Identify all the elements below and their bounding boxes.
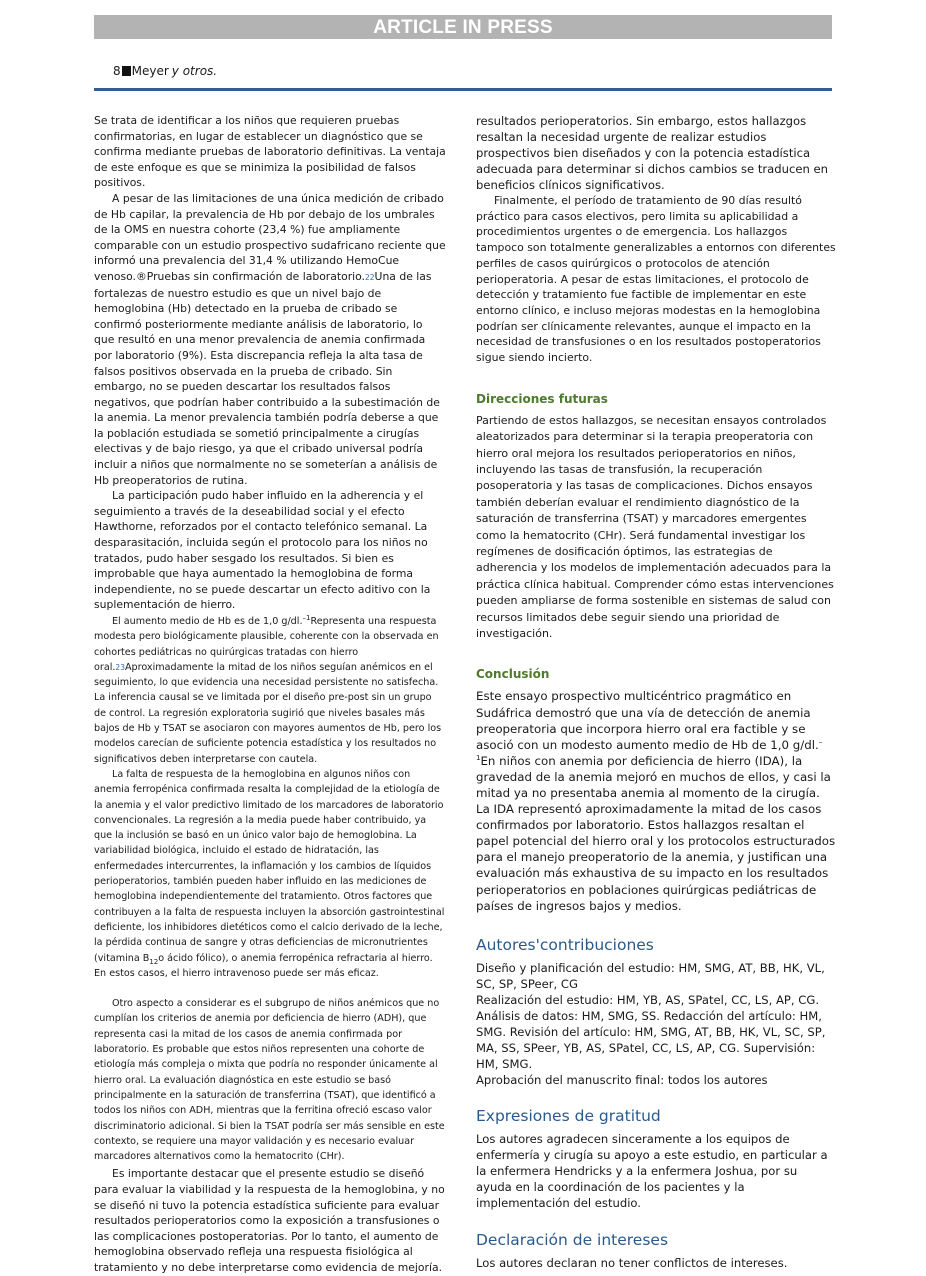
superscript: –1 (302, 613, 311, 622)
superscript: –1 (476, 737, 823, 762)
heading-acknowledgements: Expresiones de gratitud (476, 1106, 661, 1125)
text-segment: o ácido fólico), o anemia ferropénica refractaria al hierro. En estos casos, el hierro intravenoso puede ser más eficaz. (94, 952, 433, 979)
running-head-author: Meyer (131, 64, 169, 78)
black-square-icon (122, 66, 131, 76)
text-segment: A pesar de las limitaciones de una única medición de cribado de Hb capilar, la prevalencia de Hb por debajo de los umbrales de la OMS en nuestra cohorte (23,4 %) fue ampliamente comparable con un estudio prospectivo sudafricano reciente que informó una prevalencia del 31,4 % utilizando HemoCue venoso.®Pruebas sin confirmación de laboratorio. (94, 191, 446, 283)
page-number: 8 (113, 64, 121, 78)
paragraph-perioperative: resultados perioperatorios. Sin embargo, estos hallazgos resaltan la necesidad urgente de realizar estudios prospectivos bien diseñados y con la potencia estadística adecuada para determinar si dichos cambios se traducen en beneficios clínicos significativos. (476, 114, 828, 192)
heading-future-directions: Direcciones futuras (476, 391, 608, 406)
paragraph-screening-approach: Se trata de identificar a los niños que requieren pruebas confirmatorias, en lugar de establecer un diagnóstico que se confirma mediante pruebas de laboratorio definitivas. La ventaja de este enfoque es que se minimiza la posibilidad de falsos positivos. (94, 114, 446, 190)
contributions-design: Diseño y planificación del estudio: HM, SMG, AT, BB, HK, VL, SC, SP, SPeer, CG (476, 960, 825, 991)
heading-declaration-of-interests: Declaración de intereses (476, 1230, 669, 1249)
text-segment: El aumento medio de Hb es de 1,0 g/dl. (112, 616, 303, 627)
paragraph-non-ida-subgroup: Otro aspecto a considerar es el subgrupo de niños anémicos que no cumplían los criterios de anemia por deficiencia de hierro (ADH), que representa casi la mitad de los casos de anemia confirmada por laboratorio. Es probable que estos niños representen una cohorte de etiología más compleja o mixta que podría no responder únicamente al hierro oral. La evaluación diagnóstica en este estudio se basó principalmente en la saturación de transferrina (TSAT), que identificó a todos los niños con ADH, mientras que la ferritina ofreció escaso valor discriminatorio adicional. Si bien la TSAT podría ser más sensible en este contexto, se requiere una mayor validación y es necesario evaluar marcadores alternativos como la hematocrito (CHr). (94, 998, 445, 1163)
heading-conclusion: Conclusión (476, 667, 550, 682)
paragraph-prevalence (94, 191, 446, 488)
contributions-approval: Aprobación del manuscrito final: todos los autores (476, 1072, 768, 1087)
paragraph-study-design: Es importante destacar que el presente estudio se diseñó para evaluar la viabilidad y la respuesta de la hemoglobina, y no se diseñó ni tuvo la potencia estadística suficiente para evaluar resultados perioperatorios como la exposición a transfusiones o las complicaciones postoperatorias. Por lo tanto, el aumento de hemoglobina observado refleja una respuesta fisiológica al tratamiento y no debe interpretarse como evidencia de mejoría. (94, 1167, 445, 1274)
contributions-conduct: Realización del estudio: HM, YB, AS, SPatel, CC, LS, AP, CG. Análisis de datos: HM, SMG, SS. Redacción del artículo: HM, SMG. Revisión del artículo: HM, SMG, AT, BB, HK, VL, SC, SP, MA, SS, SPeer, YB, AS, SPatel, CC, LS, AP, CG. Supervisión: HM, SMG. (476, 992, 826, 1071)
text-segment: En niños con anemia por deficiencia de hierro (IDA), la gravedad de la anemia mejoró en muchos de ellos, y casi la mitad ya no presentaba anemia al momento de la cirugía. La IDA representó aproximadamente la mitad de los casos confirmados por laboratorio. Estos hallazgos resaltan el papel potencial del hierro oral y los protocolos estructurados para el manejo preoperatorio de la anemia, y justifican una evaluación más exhaustiva de su impacto en los resultados perioperatorios en poblaciones quirúrgicas pediátricas de países de ingresos bajos y medios. (476, 753, 836, 913)
text-segment: Este ensayo prospectivo multicéntrico pragmático en Sudáfrica demostró que una vía de detección de anemia preoperatoria que incorpora hierro oral era factible y se asoció con un modesto aumento medio de Hb de 1,0 g/dl. (476, 689, 819, 752)
paragraph-future-directions: Partiendo de estos hallazgos, se necesitan ensayos controlados aleatorizados para determinar si la terapia preoperatoria con hierro oral mejora los resultados perioperatorios en niños, incluyendo las tasas de transfusión, la recuperación posoperatoria y las tasas de complicaciones. Dichos ensayos también deberían evaluar el rendimiento diagnóstico de la saturación de transferrina (TSAT) y marcadores emergentes como la hematocrito (CHr). Será fundamental investigar los regímenes de dosificación óptimos, las estrategias de adherencia y los modelos de implementación adecuados para la práctica clínica habitual. Comprender cómo estas intervenciones pueden ampliarse de forma sostenible en sistemas de salud con recursos limitados debe seguir siendo una prioridad de investigación. (476, 413, 834, 641)
paragraph-treatment-period: Finalmente, el período de tratamiento de 90 días resultó práctico para casos electivos, pero limita su aplicabilidad a procedimientos urgentes o de emergencia. Los hallazgos tampoco son totalmente generalizables a entornos con diferentes perfiles de casos quirúrgicos o protocolos de atención perioperatoria. A pesar de estas limitaciones, el protocolo de detección y tratamiento fue factible de implementar en este entorno clínico, e incluso mejoras modestas en la hemoglobina podrían ser clínicamente relevantes, aunque el impacto en la necesidad de transfusiones o en los resultados postoperatorios sigue siendo incierto. (476, 194, 836, 365)
running-head (113, 64, 217, 78)
article-in-press-banner: ARTICLE IN PRESS (94, 15, 832, 39)
reference-link[interactable]: 23 (115, 662, 125, 672)
paragraph-participation: La participación pudo haber influido en la adherencia y el seguimiento a través de la deseabilidad social y el efecto Hawthorne, reforzados por el contacto telefónico semanal. La desparasitación, incluida según el protocolo para los niños no tratados, pudo haber sesgado los resultados. Si bien es improbable que haya aumentado la hemoglobina de forma independiente, no se puede descartar un efecto aditivo con la suplementación de hierro. (94, 489, 431, 612)
paragraph-conclusion (476, 688, 836, 913)
text-segment: Una de las fortalezas de nuestro estudio es que un nivel bajo de hemoglobina (Hb) detectado en la prueba de cribado se confirmó posteriormente mediante análisis de laboratorio, lo que resultó en una menor prevalencia de anemia confirmada por laboratorio (9%). Esta discrepancia refleja la alta tasa de falsos positivos observada en la prueba de cribado. Sin embargo, no se pueden descartar los resultados falsos negativos, que podrían haber contribuido a la subestimación de la anemia. La menor prevalencia también podría deberse a que la población estudiada se sometió principalmente a cirugías electivas y de bajo riesgo, ya que el cribado universal podría incluir a niños que normalmente no se someterían a análisis de Hb preoperatorios de rutina. (94, 269, 440, 487)
right-column (476, 113, 836, 1271)
reference-link[interactable]: 22 (365, 272, 375, 282)
paragraph-acknowledgements: Los autores agradecen sinceramente a los equipos de enfermería y cirugía su apoyo a este estudio, en particular a la enfermera Hendricks y a la enfermera Joshua, por su ayuda en la coordinación de los pacientes y la implementación del estudio. (476, 1131, 828, 1210)
text-segment: La falta de respuesta de la hemoglobina en algunos niños con anemia ferropénica confirmada resalta la complejidad de la etiología de la anemia y el valor predictivo limitado de los marcadores de laboratorio convencionales. La regresión a la media puede haber contribuido, ya que la inclusión se basó en un único valor bajo de hemoglobina. La variabilidad biológica, incluido el estado de hidratación, las enfermedades intercurrentes, la inflamación y los cambios de líquidos perioperatorios, también pueden haber influido en las mediciones de hemoglobina independientemente del tratamiento. Otros factores que contribuyen a la falta de respuesta incluyen la absorción gastrointestinal deficiente, los inhibidores dietéticos como el calcio derivado de la leche, la pérdida continua de sangre y otras deficiencias de micronutrientes (vitamina B (94, 768, 445, 964)
paragraph-nonresponse (94, 767, 446, 981)
left-column (94, 113, 446, 1276)
header-rule (94, 88, 832, 91)
paragraph-hb-increase (94, 614, 446, 767)
subscript: 12 (149, 957, 159, 966)
paragraph-declaration: Los autores declaran no tener conflictos de intereses. (476, 1255, 788, 1270)
heading-author-contributions: Autores'contribuciones (476, 935, 654, 954)
text-segment: Aproximadamente la mitad de los niños seguían anémicos en el seguimiento, lo que evidencia una necesidad persistente no satisfecha. La inferencia causal se ve limitada por el diseño pre-post sin un grupo de control. La regresión exploratoria sugirió que niveles basales más bajos de Hb y TSAT se asociaron con mayores aumentos de Hb, pero los modelos carecían de suficiente potencia estadística y los resultados no significativos deben interpretarse con cautela. (94, 661, 442, 765)
running-head-etal: y otros. (171, 64, 218, 78)
text-segment: Representa una respuesta modesta pero biológicamente plausible, coherente con la observada en cohortes pediátricas no quirúrgicas tratadas con hierro oral. (94, 616, 439, 673)
